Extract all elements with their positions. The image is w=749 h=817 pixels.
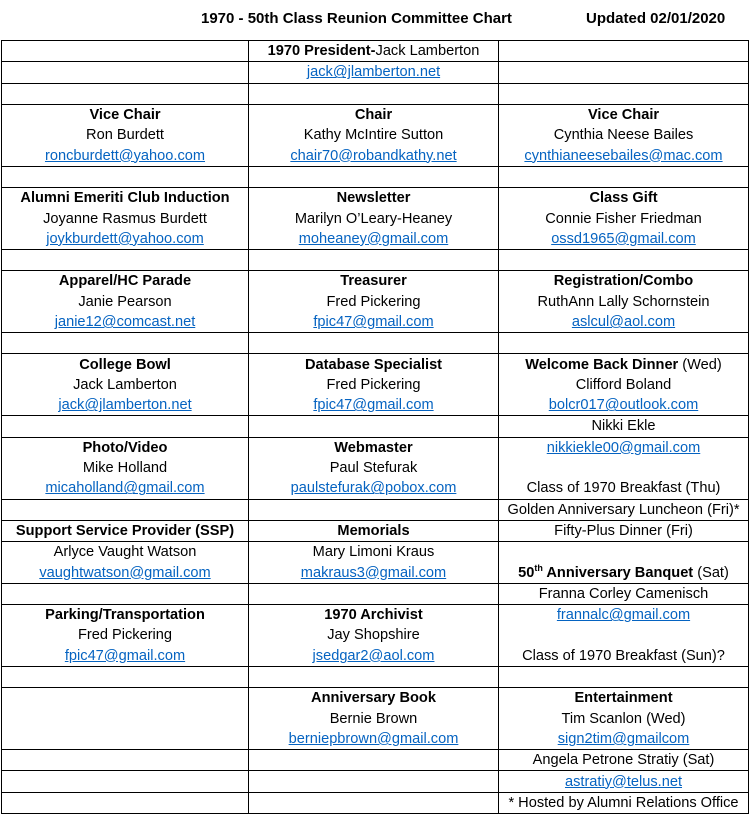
header [0,0,749,40]
table-row [2,312,749,333]
college-bowl-name: Jack Lamberton [2,375,249,395]
cell-empty [2,249,249,270]
cell-empty [499,166,749,187]
ssp-name: Arlyce Vaught Watson [2,542,249,563]
cell-empty [499,41,749,62]
banquet-note: (Sat) [693,564,729,581]
page-title: 1970 - 50th Class Reunion Committee Chart [201,10,512,27]
table-row [2,354,749,375]
vice-chair-right-name: Cynthia Neese Bailes [499,125,749,145]
entertainment-email1-link[interactable]: sign2tim@gmailcom [557,730,690,747]
database-email-cell [249,395,499,416]
class-gift-email-cell [499,229,749,250]
vice-chair-left-name: Ron Burdett [2,125,249,145]
anniversary-book-email-link[interactable]: berniepbrown@gmail.com [288,730,459,747]
cell-empty [249,333,499,354]
entertainment-email2-link[interactable]: astratiy@telus.net [564,773,683,790]
apparel-name: Janie Pearson [2,292,249,312]
committee-grid [1,40,749,814]
parking-title: Parking/Transportation [2,605,249,626]
cell-empty [249,583,499,604]
apparel-email-link[interactable]: janie12@comcast.net [54,314,196,330]
table-row [2,709,749,729]
cell-empty [499,62,749,83]
cell-empty [2,83,249,104]
golden-luncheon: Golden Anniversary Luncheon (Fri)* [499,499,749,520]
banquet-email-cell [499,605,749,626]
banquet-ordinal: th [534,562,543,573]
cell-empty [249,666,499,687]
table-row [2,458,749,478]
welcome-dinner-email1-cell [499,395,749,416]
table-row [2,520,749,541]
breakfast-sun: Class of 1970 Breakfast (Sun)? [499,646,749,667]
table-row [2,145,749,166]
vice-chair-left-email-cell [2,145,249,166]
table-row [2,625,749,645]
table-row [2,208,749,228]
anniversary-book-email-cell [249,729,499,750]
college-bowl-title: College Bowl [2,354,249,375]
cell-empty [499,666,749,687]
cell-empty [2,416,249,437]
table-row [2,125,749,145]
welcome-dinner-email2-link[interactable]: nikkiekle00@gmail.com [546,439,701,456]
table-row [2,583,749,604]
webmaster-name: Paul Stefurak [249,458,499,478]
table-row [2,83,749,104]
parking-name: Fred Pickering [2,625,249,645]
class-gift-title: Class Gift [499,188,749,209]
welcome-dinner-title: Welcome Back Dinner [525,356,679,373]
archivist-title: 1970 Archivist [249,605,499,626]
fifty-plus-dinner: Fifty-Plus Dinner (Fri) [499,520,749,541]
table-row [2,41,749,62]
cell-empty [499,625,749,645]
president-label: 1970 President- [267,43,376,60]
archivist-name: Jay Shopshire [249,625,499,645]
vice-chair-left-email-link[interactable]: roncburdett@yahoo.com [44,147,206,164]
webmaster-email-link[interactable]: paulstefurak@pobox.com [290,480,457,497]
cell-empty [499,83,749,104]
cell-empty [2,750,249,771]
cell-empty [499,458,749,478]
cell-empty [249,249,499,270]
cell-empty [2,62,249,83]
cell-empty [249,499,499,520]
webmaster-email-cell [249,478,499,499]
table-row [2,104,749,125]
cell-empty [2,499,249,520]
cell-empty [2,41,249,62]
breakfast-thu: Class of 1970 Breakfast (Thu) [499,478,749,499]
president-email-cell [249,62,499,83]
vice-chair-right-email-cell [499,145,749,166]
entertainment-name1: Tim Scanlon (Wed) [499,709,749,729]
ssp-email-cell [2,562,249,583]
alumni-emeriti-name: Joyanne Rasmus Burdett [2,208,249,228]
cell-empty [249,750,499,771]
registration-name: RuthAnn Lally Schornstein [499,292,749,312]
archivist-email-cell [249,646,499,667]
cell-empty [499,333,749,354]
vice-chair-right-title: Vice Chair [499,104,749,125]
welcome-dinner-name1: Clifford Boland [499,375,749,395]
banquet-cell [499,562,749,583]
vice-chair-right-email-link[interactable]: cynthianeesebailes@mac.com [524,147,723,164]
table-row [2,499,749,520]
table-row [2,395,749,416]
welcome-dinner-email2-cell [499,437,749,458]
chair-email-link[interactable]: chair70@robandkathy.net [290,147,457,164]
registration-email-link[interactable]: aslcul@aol.com [571,314,676,330]
table-row [2,62,749,83]
archivist-email-link[interactable]: jsedgar2@aol.com [312,647,435,664]
database-name: Fred Pickering [249,375,499,395]
president-cell [249,41,499,62]
memorials-email-cell [249,562,499,583]
ssp-title: Support Service Provider (SSP) [2,520,249,541]
welcome-dinner-note: (Wed) [678,356,722,373]
table-row [2,771,749,792]
cell-empty [2,583,249,604]
banquet-title: Anniversary Banquet [542,564,694,581]
president-name: Jack Lamberton [375,43,480,60]
cell-empty [2,666,249,687]
table-row [2,666,749,687]
newsletter-email-cell [249,229,499,250]
table-row [2,166,749,187]
table-row [2,437,749,458]
welcome-dinner-email1-link[interactable]: bolcr017@outlook.com [548,397,699,414]
cell-empty [2,688,249,709]
anniversary-book-name: Bernie Brown [249,709,499,729]
table-row [2,375,749,395]
table-row [2,688,749,709]
table-row [2,562,749,583]
apparel-email-cell [2,312,249,333]
newsletter-email-link[interactable]: moheaney@gmail.com [298,230,449,247]
database-title: Database Specialist [249,354,499,375]
photo-video-email-cell [2,478,249,499]
ssp-email-link[interactable]: vaughtwatson@gmail.com [39,564,211,581]
cell-empty [2,771,249,792]
table-row [2,333,749,354]
cell-empty [249,771,499,792]
cell-empty [499,542,749,563]
cell-empty [249,166,499,187]
alumni-emeriti-email-link[interactable]: joykburdett@yahoo.com [46,230,204,247]
entertainment-email2-cell [499,771,749,792]
college-bowl-email-cell [2,395,249,416]
entertainment-name2: Angela Petrone Stratiy (Sat) [499,750,749,771]
table-row [2,750,749,771]
treasurer-name: Fred Pickering [249,292,499,312]
table-row [2,229,749,250]
treasurer-title: Treasurer [249,271,499,292]
chair-title: Chair [249,104,499,125]
newsletter-title: Newsletter [249,188,499,209]
footnote: * Hosted by Alumni Relations Office [499,792,749,813]
table-row [2,646,749,667]
table-row [2,478,749,499]
apparel-title: Apparel/HC Parade [2,271,249,292]
webmaster-title: Webmaster [249,437,499,458]
cell-empty [499,249,749,270]
memorials-title: Memorials [249,520,499,541]
registration-email-cell [499,312,749,333]
welcome-dinner-name2: Nikki Ekle [499,416,749,437]
newsletter-name: Marilyn O’Leary-Heaney [249,208,499,228]
class-gift-email-link[interactable]: ossd1965@gmail.com [551,230,696,247]
parking-email-link[interactable]: fpic47@gmail.com [64,647,186,664]
class-gift-name: Connie Fisher Friedman [499,208,749,228]
entertainment-email1-cell [499,729,749,750]
memorials-name: Mary Limoni Kraus [249,542,499,563]
president-email-link[interactable]: jack@jlamberton.net [306,64,441,81]
chair-name: Kathy McIntire Sutton [249,125,499,145]
anniversary-book-title: Anniversary Book [249,688,499,709]
table-row [2,416,749,437]
cell-empty [249,416,499,437]
college-bowl-email-link[interactable]: jack@jlamberton.net [58,397,192,414]
parking-email-cell [2,646,249,667]
table-row [2,271,749,292]
cell-empty [2,792,249,813]
table-row [2,249,749,270]
database-email-link[interactable]: fpic47@gmail.com [313,397,434,414]
updated-date: Updated 02/01/2020 [586,10,726,27]
photo-video-name: Mike Holland [2,458,249,478]
table-row [2,542,749,563]
cell-empty [2,709,249,729]
cell-empty [2,729,249,750]
registration-title: Registration/Combo [499,271,749,292]
banquet-email-link[interactable]: frannalc@gmail.com [556,607,691,624]
treasurer-email-link[interactable]: fpic47@gmail.com [313,314,434,330]
table-row [2,188,749,209]
vice-chair-left-title: Vice Chair [2,104,249,125]
table-row [2,605,749,626]
cell-empty [2,333,249,354]
table-row [2,729,749,750]
alumni-emeriti-email-cell [2,229,249,250]
photo-video-title: Photo/Video [2,437,249,458]
cell-empty [249,83,499,104]
table-row [2,792,749,813]
welcome-dinner-cell [499,354,749,375]
memorials-email-link[interactable]: makraus3@gmail.com [300,564,447,581]
banquet-number: 50 [518,564,535,581]
cell-empty [249,792,499,813]
photo-video-email-link[interactable]: micaholland@gmail.com [45,480,205,497]
banquet-name: Franna Corley Camenisch [499,583,749,604]
cell-empty [2,166,249,187]
alumni-emeriti-title: Alumni Emeriti Club Induction [2,188,249,209]
chair-email-cell [249,145,499,166]
table-row [2,292,749,312]
treasurer-email-cell [249,312,499,333]
entertainment-title: Entertainment [499,688,749,709]
